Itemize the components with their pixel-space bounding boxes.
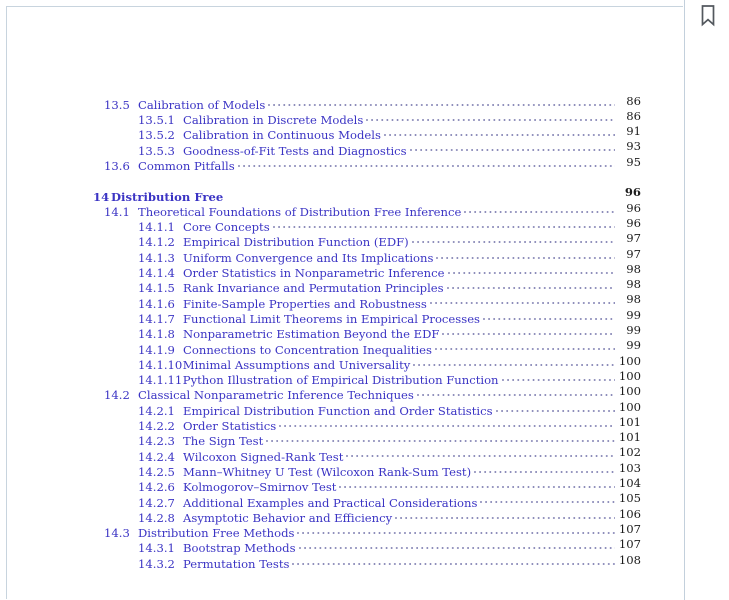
toc-entry-title: Distribution Free — [111, 189, 224, 204]
toc-leader-dots — [297, 522, 615, 537]
toc-entry-number: 14.2.2 — [138, 419, 175, 434]
bookmark-icon[interactable] — [696, 3, 720, 29]
toc-entry-number: 14.1.5 — [138, 281, 175, 296]
toc-entry-14-1-11[interactable] — [0, 368, 684, 388]
toc-leader-dots — [384, 124, 615, 139]
toc-entry-14-1-10[interactable] — [0, 353, 684, 372]
toc-entry-number: 14.1.11 — [138, 373, 183, 388]
toc-leader-dots — [366, 109, 615, 124]
toc-entry-title: Python Illustration of Empirical Distribution Function — [182, 373, 499, 388]
toc-entry-number: 14.3 — [104, 526, 130, 541]
toc-entry-title: Nonparametric Estimation Beyond the EDF — [183, 327, 440, 342]
toc-entry-14-1-1[interactable] — [0, 215, 684, 235]
toc-leader-dots — [273, 216, 615, 231]
toc-entry-14-2-1[interactable] — [0, 399, 684, 418]
toc-entry-page-number: 100 — [618, 399, 641, 414]
toc-entry-page-number: 96 — [626, 215, 641, 230]
toc-entry-inner — [0, 155, 684, 175]
toc-entry-number: 14.3.2 — [138, 556, 175, 571]
toc-entry-page-number: 97 — [626, 231, 641, 246]
toc-entry-14[interactable] — [0, 185, 684, 204]
toc-entry-title: Core Concepts — [183, 220, 270, 235]
toc-entry-title: Permutation Tests — [183, 556, 290, 571]
toc-entry-title: Minimal Assumptions and Universality — [182, 357, 411, 372]
toc-leader-dots — [502, 369, 615, 384]
toc-entry-14-2-6[interactable] — [0, 476, 684, 495]
toc-entry-page-number: 96 — [626, 200, 641, 215]
toc-entry-14-1-7[interactable] — [0, 307, 684, 326]
toc-entry-14-2-2[interactable] — [0, 414, 684, 434]
toc-entry-number: 13.5.2 — [138, 128, 175, 143]
toc-entry-14-3-2[interactable] — [0, 552, 684, 571]
toc-entry-number: 14.1.4 — [138, 266, 175, 281]
toc-entry-title: Functional Limit Theorems in Empirical Processes — [183, 311, 480, 326]
toc-entry-page-number: 99 — [626, 338, 641, 353]
toc-entry-14-3-1[interactable] — [0, 537, 684, 556]
toc-entry-page-number: 86 — [626, 93, 641, 108]
toc-entry-title: Classical Nonparametric Inference Techniques — [138, 388, 414, 403]
toc-entry-title: Bootstrap Methods — [183, 541, 296, 556]
toc-entry-page-number: 104 — [618, 476, 641, 490]
toc-entry-title: Connections to Concentration Inequalities — [183, 342, 432, 357]
toc-entry-title: Calibration of Models — [138, 97, 266, 112]
toc-entry-title: Goodness-of-Fit Tests and Diagnostics — [183, 143, 407, 158]
toc-entry-number: 14.2.3 — [138, 434, 175, 449]
toc-entry-page-number: 97 — [626, 246, 641, 261]
toc-entry-13-5-3[interactable] — [0, 139, 684, 158]
toc-entry-page-number: 98 — [626, 292, 641, 307]
toc-entry-title: Additional Examples and Practical Considerations — [183, 495, 478, 510]
toc-entry-14-1-3[interactable] — [0, 246, 684, 265]
toc-leader-dots — [292, 553, 615, 568]
toc-entry-14-1-6[interactable] — [0, 292, 684, 311]
toc-entry-page-number: 100 — [618, 353, 641, 368]
toc-entry-number: 14.1.8 — [138, 327, 175, 342]
toc-leader-dots — [430, 292, 615, 307]
toc-entry-14-3[interactable] — [0, 521, 684, 541]
toc-entry-number: 14.3.1 — [138, 541, 175, 556]
toc-entry-title: Order Statistics — [183, 419, 277, 434]
toc-entry-14-2-8[interactable] — [0, 506, 684, 525]
toc-entry-number: 14.2.8 — [138, 510, 175, 525]
toc-leader-dots — [474, 461, 615, 476]
toc-entry-number: 14.2.6 — [138, 480, 175, 495]
viewer-right-rail — [684, 0, 729, 600]
toc-leader-dots — [436, 247, 615, 262]
toc-entry-14-1[interactable] — [0, 200, 684, 219]
toc-entry-number: 14 — [93, 189, 110, 204]
toc-entry-page-number: 102 — [618, 445, 641, 460]
toc-entry-title: Empirical Distribution Function (EDF) — [183, 235, 409, 250]
toc-entry-number: 14.1.6 — [138, 296, 175, 311]
toc-entry-title: Empirical Distribution Function and Order Statistics — [183, 403, 493, 418]
toc-entry-page-number: 107 — [618, 537, 641, 552]
toc-entry-13-5-1[interactable] — [0, 108, 684, 128]
toc-entry-13-5-2[interactable] — [0, 124, 684, 143]
toc-entry-title: The Sign Test — [183, 434, 264, 449]
toc-leader-dots — [483, 308, 615, 323]
toc-entry-number: 13.5.3 — [138, 143, 175, 158]
toc-entry-number: 13.5 — [104, 97, 130, 112]
toc-entry-number: 14.2 — [104, 388, 130, 403]
toc-entry-number: 13.6 — [104, 158, 130, 173]
toc-entry-13-6[interactable] — [0, 154, 684, 173]
toc-leader-dots — [464, 201, 615, 216]
toc-leader-dots — [339, 476, 615, 491]
toc-leader-dots — [238, 155, 615, 170]
toc-entry-page-number: 98 — [626, 261, 641, 276]
toc-entry-number: 14.1.3 — [138, 250, 175, 265]
toc-leader-dots — [412, 231, 615, 246]
toc-entry-14-1-5[interactable] — [0, 277, 684, 296]
toc-entry-title: Common Pitfalls — [138, 158, 235, 173]
toc-entry-page-number: 99 — [626, 323, 641, 337]
toc-entry-number: 14.1 — [104, 204, 130, 219]
toc-entry-number: 14.2.4 — [138, 449, 175, 464]
toc-entry-title: Calibration in Discrete Models — [183, 113, 364, 128]
toc-entry-14-2[interactable] — [0, 384, 684, 403]
toc-entry-number: 14.1.10 — [138, 357, 183, 372]
toc-entry-number: 14.1.2 — [138, 235, 175, 250]
toc-entry-number: 13.5.1 — [138, 113, 175, 128]
toc-entry-number: 14.2.1 — [138, 403, 175, 418]
toc-entry-title: Wilcoxon Signed-Rank Test — [183, 449, 344, 464]
toc-leader-dots — [442, 323, 615, 338]
toc-leader-dots — [435, 338, 615, 353]
toc-entry-page-number: 100 — [618, 368, 641, 383]
toc-entry-page-number: 101 — [618, 414, 641, 429]
toc-entry-14-1-9[interactable] — [0, 338, 684, 357]
toc-entry-number: 14.2.7 — [138, 495, 175, 510]
toc-leader-dots — [410, 139, 615, 154]
toc-entry-14-2-5[interactable] — [0, 460, 684, 479]
toc-leader-dots — [268, 94, 615, 109]
toc-leader-dots — [413, 354, 615, 369]
toc-entry-14-2-3[interactable] — [0, 430, 684, 449]
toc-entry-page-number: 105 — [618, 491, 641, 506]
toc-entry-page-number: 100 — [618, 384, 641, 399]
toc-entry-page-number: 108 — [618, 552, 641, 567]
toc-entry-title: Uniform Convergence and Its Implications — [183, 250, 434, 265]
toc-entry-title: Distribution Free Methods — [138, 526, 295, 541]
toc-entry-title: Finite-Sample Properties and Robustness — [183, 296, 427, 311]
toc-entry-number: 14.1.7 — [138, 311, 175, 326]
toc-entry-number: 14.1.9 — [138, 342, 175, 357]
toc-entry-page-number: 93 — [626, 139, 641, 154]
toc-entry-page-number: 96 — [624, 185, 641, 200]
toc-leader-dots — [395, 507, 615, 522]
toc-entry-13-5[interactable] — [0, 93, 684, 112]
toc-entry-page-number: 91 — [626, 124, 641, 139]
toc-entry-14-1-4[interactable] — [0, 261, 684, 281]
toc-leader-dots — [448, 262, 616, 277]
toc-entry-title: Theoretical Foundations of Distribution Free Inference — [138, 204, 462, 219]
toc-entry-14-1-2[interactable] — [0, 231, 684, 250]
toc-leader-dots — [266, 430, 615, 445]
toc-entry-page-number: 95 — [626, 154, 641, 169]
toc-entry-page-number: 99 — [626, 307, 641, 322]
toc-entry-number: 14.2.5 — [138, 464, 175, 479]
toc-entry-title: Mann–Whitney U Test (Wilcoxon Rank-Sum Test) — [183, 464, 472, 479]
toc-entry-page-number: 103 — [618, 460, 641, 475]
toc-entry-page-number: 86 — [626, 108, 641, 123]
toc-entry-title: Order Statistics in Nonparametric Inference — [183, 266, 445, 281]
toc-leader-dots — [417, 384, 615, 399]
toc-leader-dots — [279, 415, 615, 430]
toc-entry-page-number: 107 — [618, 521, 641, 536]
toc-entry-14-1-8[interactable] — [0, 323, 684, 342]
toc-leader-dots — [480, 491, 615, 506]
toc-leader-dots — [346, 445, 615, 460]
toc-entry-page-number: 98 — [626, 277, 641, 292]
toc-entry-14-2-4[interactable] — [0, 445, 684, 464]
toc-entry-title: Kolmogorov–Smirnov Test — [183, 480, 337, 495]
toc-leader-dots — [447, 277, 615, 292]
toc-entry-title: Calibration in Continuous Models — [183, 128, 381, 143]
toc-leader-dots — [299, 537, 615, 552]
toc-entry-inner — [0, 553, 684, 573]
toc-entry-title: Rank Invariance and Permutation Principles — [183, 281, 444, 296]
toc-entry-page-number: 106 — [618, 506, 641, 521]
toc-entry-14-2-7[interactable] — [0, 491, 684, 510]
toc-entry-page-number: 101 — [618, 430, 641, 445]
toc-entry-number: 14.1.1 — [138, 220, 175, 235]
toc-entry-title: Asymptotic Behavior and Efficiency — [183, 510, 393, 525]
toc-leader-dots — [496, 400, 615, 415]
